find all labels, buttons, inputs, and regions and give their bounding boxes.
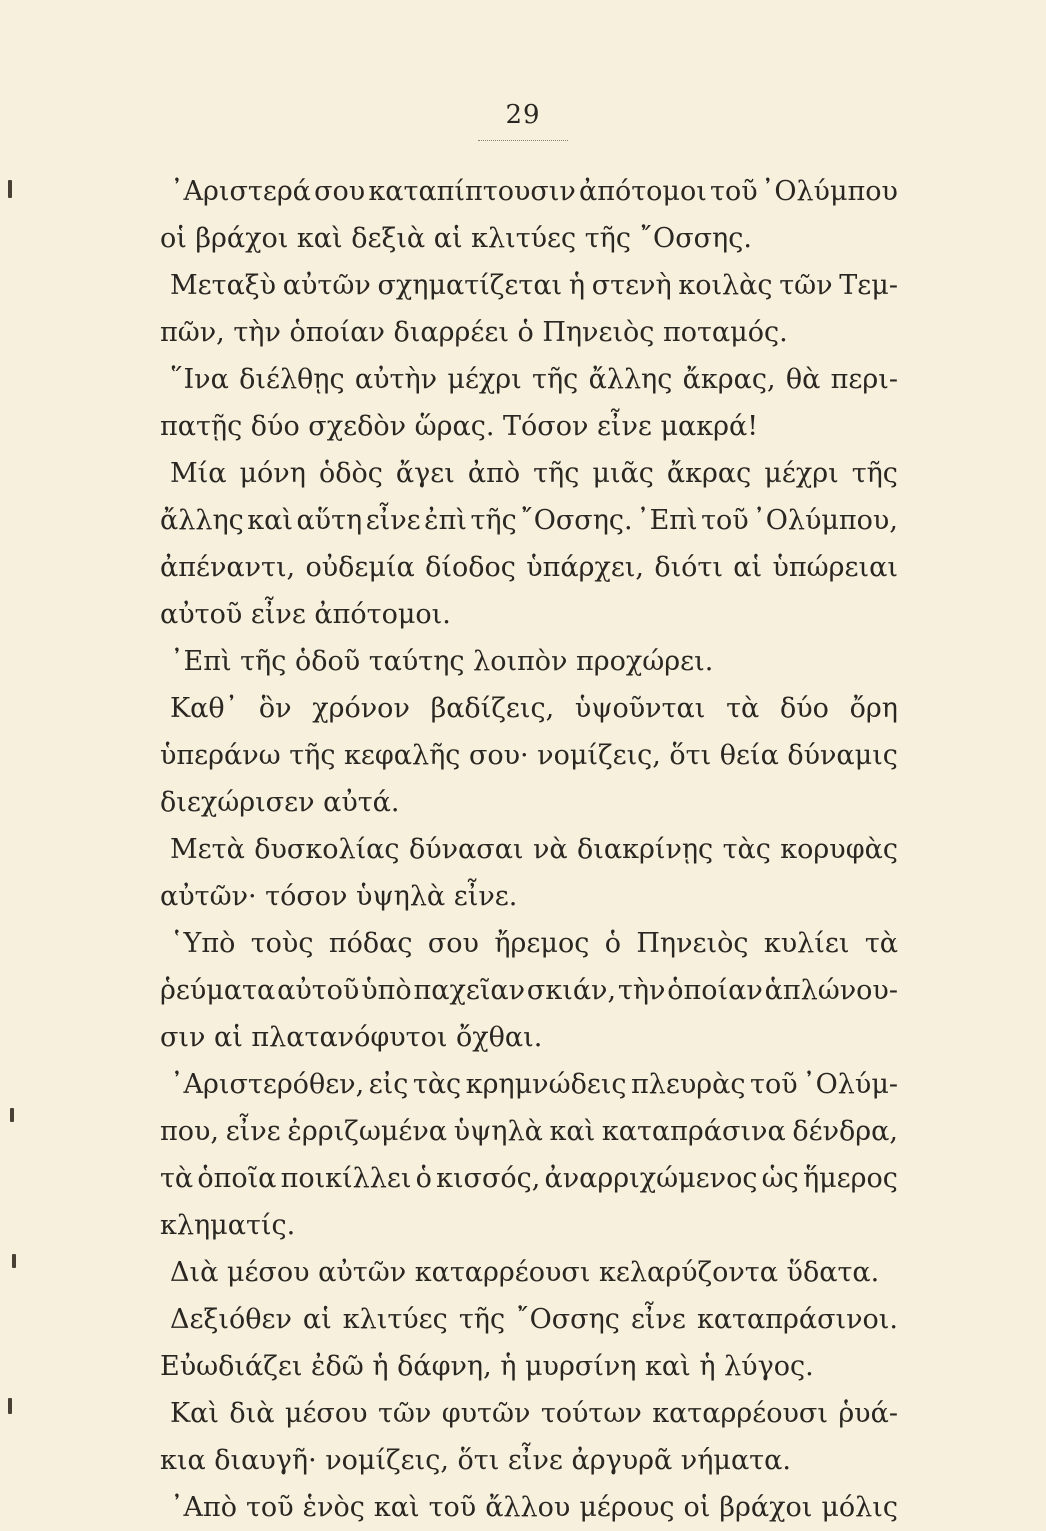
margin-mark xyxy=(12,1254,16,1268)
text-line: ᾿Αριστερόθεν, εἰς τὰς κρημνώδεις πλευρὰς τοῦ ᾿Ολύμ- xyxy=(170,1069,898,1100)
text-line: ῾Υπὸ τοὺς πόδας σου ἤρεμος ὁ Πηνειὸς κυλίει τὰ xyxy=(170,928,898,959)
text-line: ὑπεράνω τῆς κεφαλῆς σου· νομίζεις, ὅτι θεία δύναμις xyxy=(160,740,898,771)
text-line: οἱ βράχοι καὶ δεξιὰ αἱ κλιτύες τῆς ῎Οσσης. xyxy=(160,223,752,254)
text-line: αὐτοῦ εἶνε ἀπότομοι. xyxy=(160,599,451,630)
text-line: πῶν, τὴν ὁποίαν διαρρέει ὁ Πηνειὸς ποταμός. xyxy=(160,317,788,348)
text-line: Δεξιόθεν αἱ κλιτύες τῆς ῎Οσσης εἶνε καταπράσινοι. xyxy=(170,1304,898,1335)
text-line: Καὶ διὰ μέσου τῶν φυτῶν τούτων καταρρέουσι ῥυά- xyxy=(170,1398,898,1429)
text-line: σιν αἱ πλατανόφυτοι ὄχθαι. xyxy=(160,1022,543,1053)
text-line: ἄλλης καὶ αὕτη εἶνε ἐπὶ τῆς ῎Οσσης. ᾿Επὶ τοῦ ᾿Ολύμπου, xyxy=(160,505,898,536)
text-line: κληματίς. xyxy=(160,1210,296,1241)
body-text xyxy=(160,168,898,1531)
text-line: Μία μόνη ὁδὸς ἄγει ἀπὸ τῆς μιᾶς ἄκρας μέχρι τῆς xyxy=(170,458,898,489)
text-line: ᾿Αριστερά σου καταπίπτουσιν ἀπότομοι τοῦ ᾿Ολύμπου xyxy=(170,176,898,207)
text-line: ᾿Απὸ τοῦ ἑνὸς καὶ τοῦ ἄλλου μέρους οἱ βράχοι μόλις xyxy=(170,1492,898,1523)
text-line: ἀπέναντι, οὐδεμία δίοδος ὑπάρχει, διότι αἱ ὑπώρειαι xyxy=(160,552,898,583)
text-line: Καθ᾿ ὃν χρόνον βαδίζεις, ὑψοῦνται τὰ δύο ὄρη xyxy=(170,693,898,724)
page-number: 29 xyxy=(505,100,541,130)
text-line: Μεταξὺ αὐτῶν σχηματίζεται ἡ στενὴ κοιλὰς τῶν Τεμ- xyxy=(170,270,898,301)
text-line: Διὰ μέσου αὐτῶν καταρρέουσι κελαρύζοντα ὕδατα. xyxy=(170,1257,880,1288)
text-line: τὰ ὁποῖα ποικίλλει ὁ κισσός, ἀναρριχώμενος ὡς ἥμερος xyxy=(160,1163,898,1194)
margin-mark xyxy=(10,1108,14,1122)
text-line: Μετὰ δυσκολίας δύνασαι νὰ διακρίνῃς τὰς κορυφὰς xyxy=(170,834,898,865)
margin-mark xyxy=(8,180,12,198)
page-number-ornament xyxy=(478,132,568,141)
text-line: κια διαυγῆ· νομίζεις, ὅτι εἶνε ἀργυρᾶ νήματα. xyxy=(160,1445,791,1476)
margin-mark xyxy=(8,1398,12,1414)
text-line: Εὐωδιάζει ἐδῶ ἡ δάφνη, ἡ μυρσίνη καὶ ἡ λύγος. xyxy=(160,1351,814,1382)
text-line: πατῇς δύο σχεδὸν ὥρας. Τόσον εἶνε μακρά! xyxy=(160,411,759,442)
text-line: διεχώρισεν αὐτά. xyxy=(160,787,400,818)
text-line: αὐτῶν· τόσον ὑψηλὰ εἶνε. xyxy=(160,881,518,912)
text-line: ῞Ινα διέλθῃς αὐτὴν μέχρι τῆς ἄλλης ἄκρας, θὰ περι- xyxy=(170,364,898,395)
text-line: ᾿Επὶ τῆς ὁδοῦ ταύτης λοιπὸν προχώρει. xyxy=(170,646,714,677)
text-line: που, εἶνε ἐρριζωμένα ὑψηλὰ καὶ καταπράσινα δένδρα, xyxy=(160,1116,898,1147)
text-line: ῥεύματα αὐτοῦ ὑπὸ παχεῖαν σκιάν, τὴν ὁποίαν ἁπλώνου- xyxy=(160,975,898,1006)
